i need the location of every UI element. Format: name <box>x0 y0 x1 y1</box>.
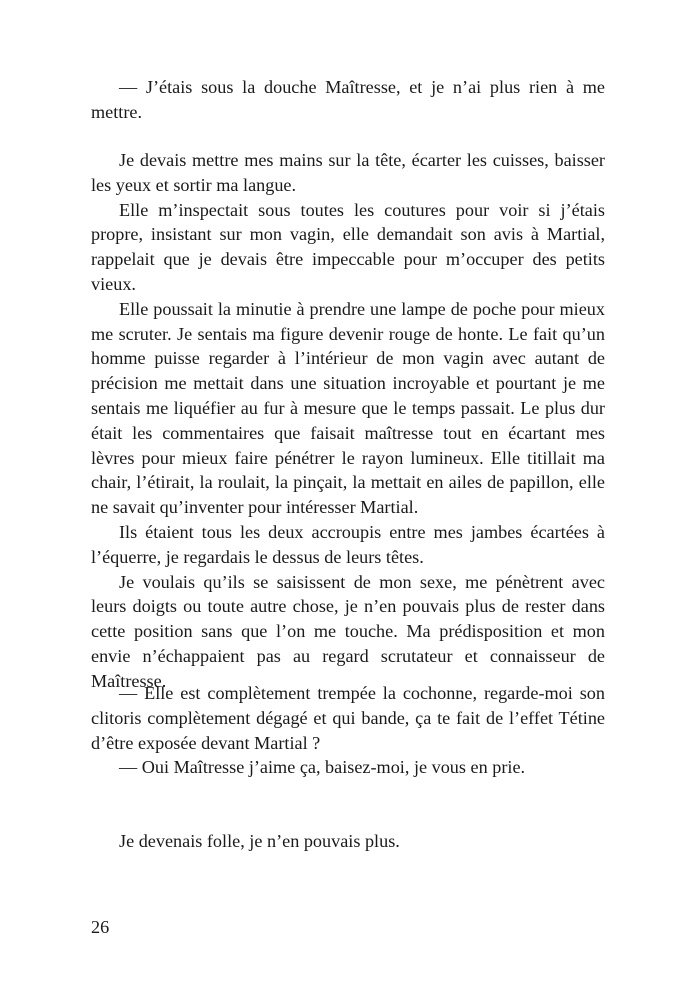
narrative-block <box>91 148 605 694</box>
dialogue-line-2: — Elle est complètement trempée la cochonne, regarde-moi son clitoris complètement dégagé et qui bande, ça te fait de l’effet Tétine d’être exposée devant Martial ? <box>91 683 605 753</box>
paragraph-5: Je voulais qu’ils se saisissent de mon sexe, me pénètrent avec leurs doigts ou toute autre chose, je n’en pouvais plus de rester dans cette position sans que l’on me touche. Ma prédisposition et mon envie n’échappaient pas au regard scrutateur et connaisseur de Maîtresse. <box>91 571 605 691</box>
paragraph-6: Je devenais folle, je n’en pouvais plus. <box>119 831 400 851</box>
paragraph-4: Ils étaient tous les deux accroupis entre mes jambes écartées à l’équerre, je regardais le dessus de leurs têtes. <box>91 521 605 567</box>
page-number: 26 <box>91 917 110 937</box>
dialogue-block-2 <box>91 681 605 780</box>
paragraph-3: Elle poussait la minutie à prendre une lampe de poche pour mieux me scruter. Je sentais ma figure devenir rouge de honte. Le fait qu’un homme puisse regarder à l’intérieur de mon vagin avec autant de précision me mettait dans une situation incroyable et pourtant je me sentais me liquéfier au fur à mesure que le temps passait. Le plus dur était les commentaires que faisait maîtresse tout en écartant mes lèvres pour mieux faire pénétrer le rayon lumineux. Elle titillait ma chair, l’étirait, la roulait, la pinçait, la mettait en ailes de papillon, elle ne savait qu’inventer pour intéresser Martial. <box>91 298 605 518</box>
dialogue-line-1: — J’étais sous la douche Maîtresse, et je n’ai plus rien à me mettre. <box>91 77 605 122</box>
paragraph-2: Elle m’inspectait sous toutes les coutures pour voir si j’étais propre, insistant sur mon vagin, elle demandait son avis à Martial, rappelait que je devais être impeccable pour m’occuper des petits vieux. <box>91 199 605 294</box>
dialogue-block-1 <box>91 75 605 125</box>
closing-block <box>91 829 605 854</box>
dialogue-line-3: — Oui Maîtresse j’aime ça, baisez-moi, je vous en prie. <box>119 757 526 778</box>
paragraph-1: Je devais mettre mes mains sur la tête, écarter les cuisses, baisser les yeux et sortir ma langue. <box>91 150 605 195</box>
